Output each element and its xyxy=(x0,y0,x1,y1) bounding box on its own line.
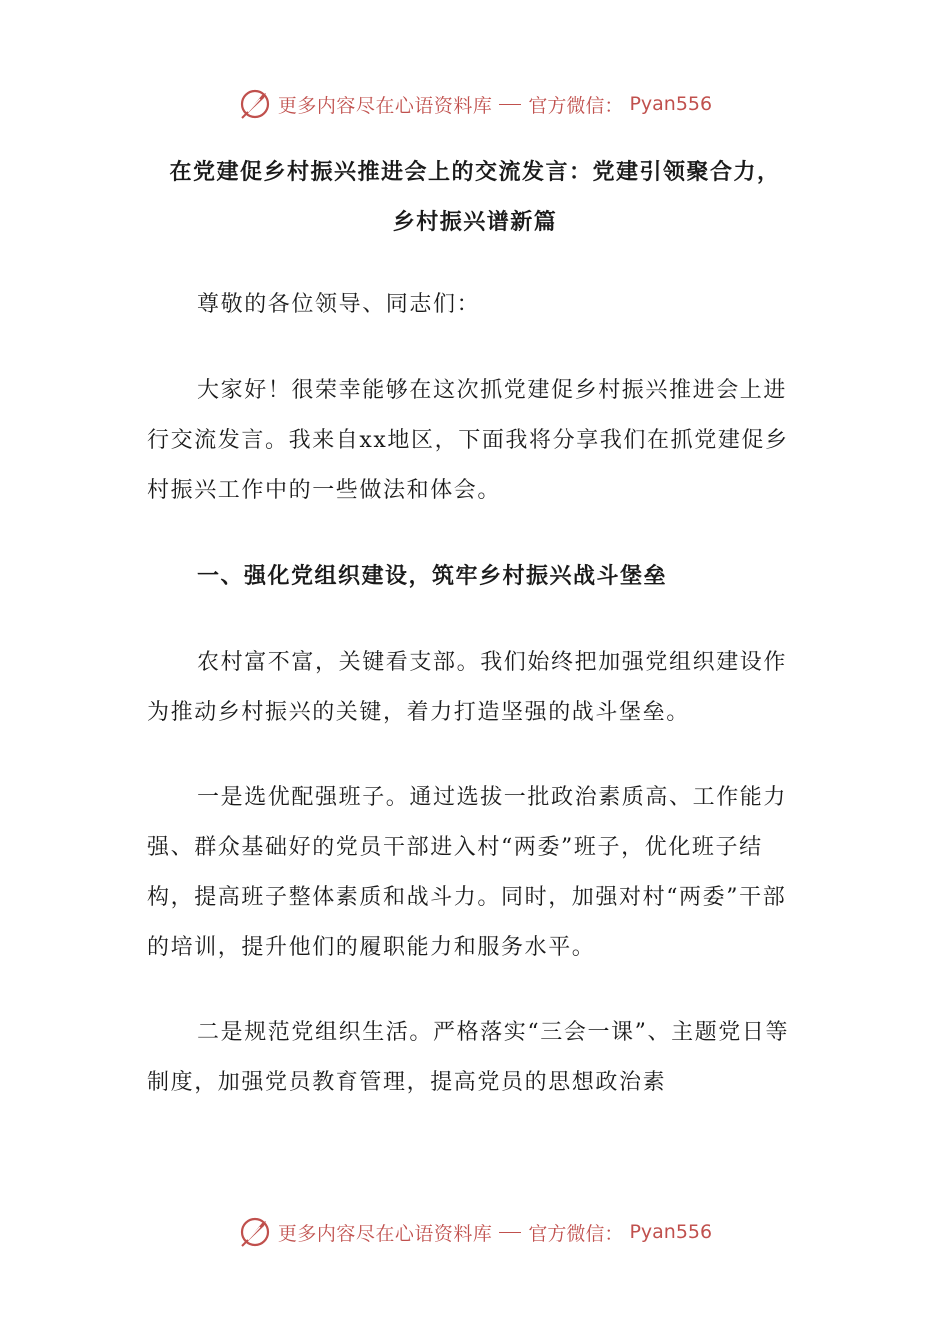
document-title-line1: 在党建促乡村振兴推进会上的交流发言：党建引领聚合力， xyxy=(169,160,781,185)
section-paragraph-1: 农村富不富，关键看支部。我们始终把加强党组织建设作为推动乡村振兴的关键，着力打造坚强的战斗堡垒。 xyxy=(147,650,788,725)
banner-label: 官方微信： xyxy=(528,94,624,117)
section-heading: 一、强化党组织建设，筑牢乡村振兴战斗堡垒 xyxy=(197,564,668,589)
banner-dash xyxy=(499,1232,521,1233)
quill-logo-icon xyxy=(238,1215,272,1249)
banner-text: 更多内容尽在心语资料库 xyxy=(277,1222,493,1245)
header-banner xyxy=(0,84,950,124)
section-paragraph-2: 一是选优配强班子。通过选拔一批政治素质高、工作能力强、群众基础好的党员干部进入村“两委”班子，优化班子结构，提高班子整体素质和战斗力。同时，加强对村“两委”干部的培训，提升他们的履职能力和服务水平。 xyxy=(147,785,788,960)
footer-banner xyxy=(0,1212,950,1252)
banner-wechat-id: Pyan556 xyxy=(629,1221,713,1243)
salutation: 尊敬的各位领导、同志们： xyxy=(197,292,481,317)
banner-dash xyxy=(499,104,521,105)
section-paragraph-3: 二是规范党组织生活。严格落实“三会一课”、主题党日等制度，加强党员教育管理，提高党员的思想政治素 xyxy=(147,1020,790,1095)
banner-text: 更多内容尽在心语资料库 xyxy=(277,94,493,117)
intro-paragraph: 大家好！很荣幸能够在这次抓党建促乡村振兴推进会上进行交流发言。我来自xx地区，下面我将分享我们在抓党建促乡村振兴工作中的一些做法和体会。 xyxy=(147,378,789,503)
quill-logo-icon xyxy=(238,87,272,121)
banner-wechat-id: Pyan556 xyxy=(629,93,713,115)
banner-label: 官方微信： xyxy=(528,1222,624,1245)
document-title-line2: 乡村振兴谱新篇 xyxy=(392,210,558,235)
